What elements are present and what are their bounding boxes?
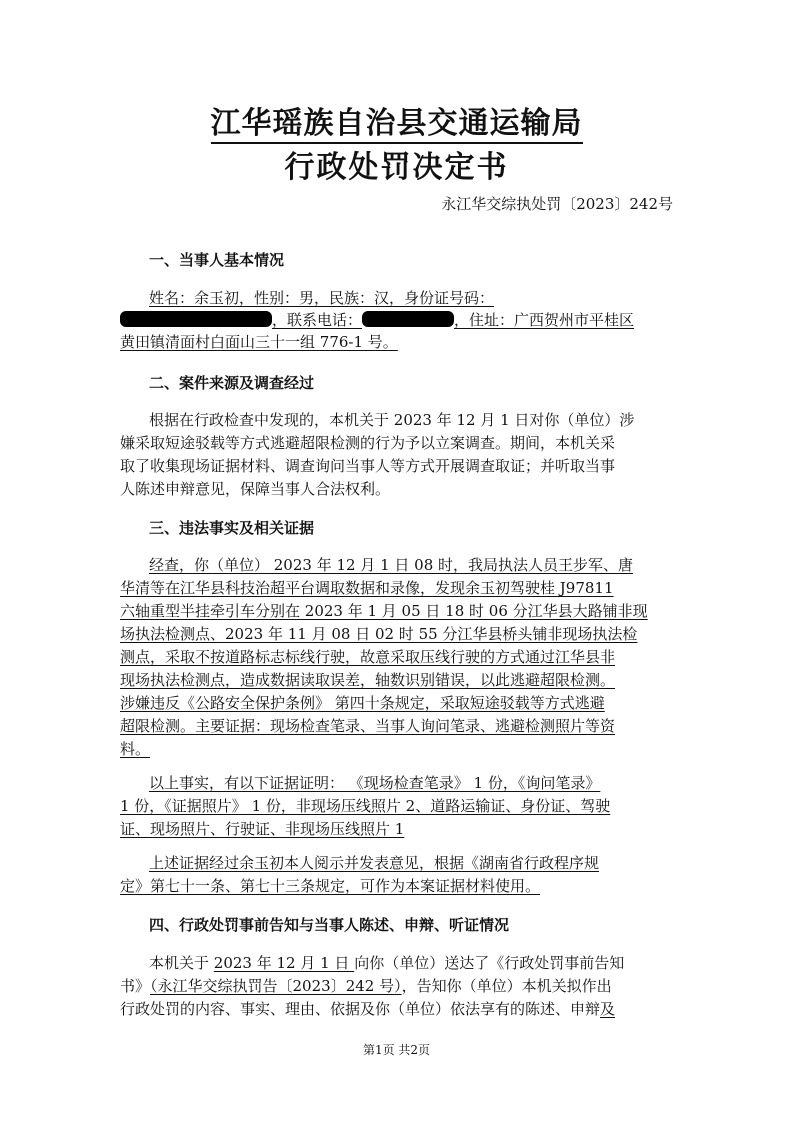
section-heading-violation-facts: 三、违法事实及相关证据 <box>149 519 315 537</box>
party-info-line-3: 黄田镇清面村白面山三十一组 776-1 号。 <box>120 333 398 351</box>
case-source-line-3: 取了收集现场证据材料、调查询问当事人等方式开展调查取证；并听取当事 <box>120 457 616 475</box>
facts-line-7: 涉嫌违反《公路安全保护条例》 第四十条规定，采取短途驳载等方式逃避 <box>120 694 605 712</box>
document-title-agency: 江华瑶族自治县交通运输局 <box>0 98 793 142</box>
case-source-line-2: 嫌采取短途驳载等方式逃避超限检测的行为予以立案调查。期间，本机关采 <box>120 434 616 452</box>
evidence-line-2: 1 份，《证据照片》 1 份，非现场压线照片 2、道路运输证、身份证、驾驶 <box>120 797 611 815</box>
redacted-id-number <box>120 311 272 327</box>
section-heading-case-source: 二、案件来源及调查经过 <box>149 374 315 392</box>
facts-line-4: 场执法检测点、2023 年 11 月 08 日 02 时 55 分江华县桥头铺非现场执法检 <box>120 625 638 643</box>
evidence-line-3: 证、现场照片、行驶证、非现场压线照片 1 <box>120 820 405 838</box>
section-heading-prior-notice: 四、行政处罚事前告知与当事人陈述、申辩、听证情况 <box>149 916 510 934</box>
case-source-line-1: 根据在行政检查中发现的，本机关于 2023 年 12 月 1 日对你（单位）涉 <box>149 411 635 429</box>
notice-line-2: 书》（永江华交综执罚告〔2023〕242 号），告知你（单位）本机关拟作出 <box>120 977 612 995</box>
notice-line-3: 行政处罚的内容、事实、理由、依据及你（单位）依法享有的陈述、申辩及 <box>120 1000 616 1018</box>
document-number: 永江华交综执处罚〔2023〕242号 <box>441 195 673 213</box>
notice-line-1: 本机关于 2023 年 12 月 1 日 向你（单位）送达了《行政处罚事前告知 <box>149 954 625 972</box>
evidence-line-1: 以上事实，有以下证据证明： 《现场检查笔录》 1 份，《询问笔录》 <box>149 774 601 792</box>
facts-line-6: 现场执法检测点，造成数据读取误差，轴数识别错误，以此逃避超限检测。 <box>120 671 616 689</box>
party-info-line-2: ，联系电话： ，住址：广西贺州市平桂区 <box>120 309 680 331</box>
document-title-type: 行政处罚决定书 <box>284 150 509 185</box>
facts-line-5: 测点，采取不按道路标志标线行驶，故意采取压线行驶的方式通过江华县非 <box>120 648 616 666</box>
evidence-review-line-2: 定》第七十一条、第七十三条规定，可作为本案证据材料使用。 <box>120 877 541 895</box>
section-heading-party-info: 一、当事人基本情况 <box>149 251 285 269</box>
facts-line-3: 六轴重型半挂牵引车分别在 2023 年 1 月 05 日 18 时 06 分江华县大路铺非现 <box>120 602 648 620</box>
facts-line-8: 超限检测。主要证据：现场检查笔录、当事人询问笔录、逃避检测照片等资 <box>120 717 616 735</box>
party-info-line-1: 姓名：余玉初，性别：男，民族：汉，身份证号码： <box>149 289 495 307</box>
facts-line-2: 华清等在江华县科技治超平台调取数据和录像，发现余玉初驾驶桂 J97811 <box>120 579 614 597</box>
evidence-review-line-1: 上述证据经过余玉初本人阅示并发表意见，根据《湖南省行政程序规 <box>149 854 600 872</box>
page-footer: 第1页 共2页 <box>362 1043 431 1057</box>
facts-line-1: 经查，你（单位） 2023 年 12 月 1 日 08 时，我局执法人员王步军、唐 <box>149 556 634 574</box>
redacted-phone-number <box>362 311 454 327</box>
facts-line-9: 料。 <box>120 740 151 758</box>
case-source-line-4: 人陈述申辩意见，保障当事人合法权利。 <box>120 480 391 498</box>
